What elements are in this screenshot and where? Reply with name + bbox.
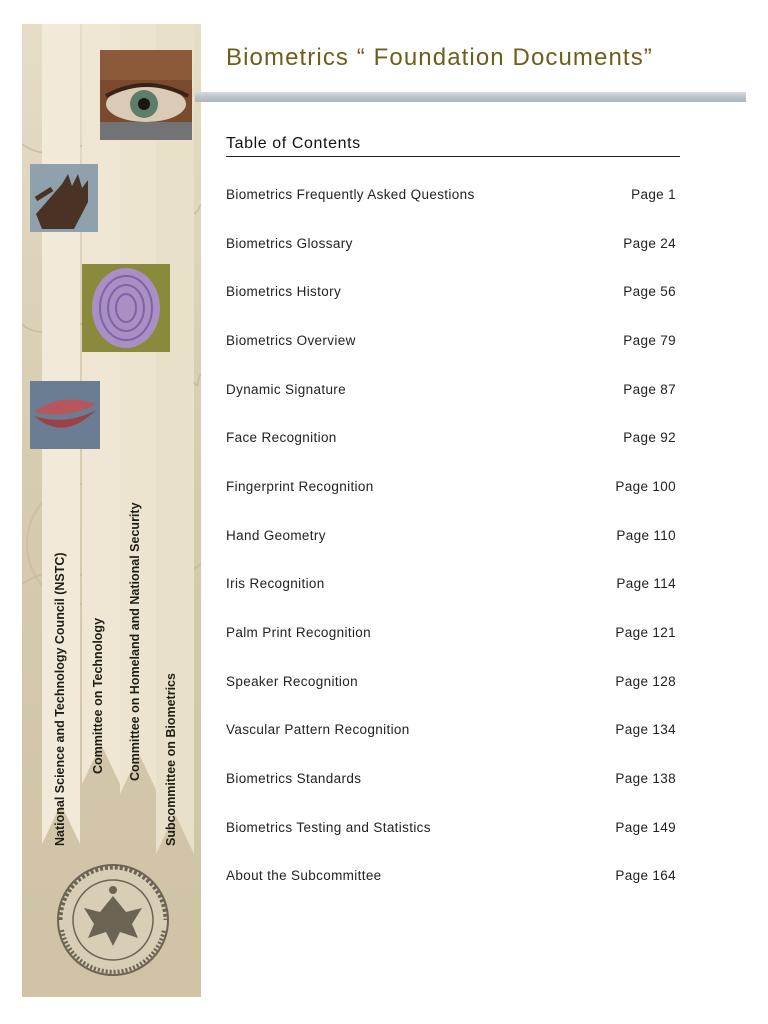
toc-item (226, 560, 676, 609)
toc-item (226, 365, 676, 414)
toc-item-title: Biometrics History (226, 284, 342, 300)
toc-item (226, 316, 676, 365)
toc-item-title: Biometrics Standards (226, 771, 362, 787)
sidebar-banner (22, 24, 201, 997)
toc-item (226, 170, 676, 219)
toc-heading: Table of Contents (226, 135, 680, 157)
fingerprint-image (82, 264, 170, 352)
toc-item-page: Page 138 (615, 771, 676, 787)
committee-homeland-label: Committee on Homeland and National Security (128, 502, 142, 781)
toc-item-page: Page 121 (615, 625, 676, 641)
eye-image (100, 50, 192, 140)
toc-item (226, 462, 676, 511)
toc-item-page: Page 128 (615, 673, 676, 689)
sidebar-artwork (22, 24, 201, 997)
toc-item-page: Page 114 (616, 576, 676, 592)
toc-item-page: Page 24 (623, 235, 676, 251)
toc-item-page: Page 100 (615, 478, 676, 494)
toc-item-title: Dynamic Signature (226, 381, 347, 397)
toc-item-title: About the Subcommittee (226, 868, 382, 884)
toc-item-title: Vascular Pattern Recognition (226, 722, 410, 738)
toc-item-page: Page 92 (623, 430, 676, 446)
subcommittee-label: Subcommittee on Biometrics (164, 673, 178, 846)
presidential-seal-icon (58, 865, 168, 975)
toc-item-title: Biometrics Testing and Statistics (226, 819, 431, 835)
toc-item (226, 608, 676, 657)
toc-item-page: Page 110 (616, 527, 676, 543)
toc-item (226, 852, 676, 901)
page-title: Biometrics “ Foundation Documents” (226, 44, 653, 71)
toc-item-title: Hand Geometry (226, 527, 326, 543)
toc-item-title: Biometrics Glossary (226, 235, 353, 251)
toc-item-page: Page 56 (623, 284, 676, 300)
hand-image (30, 164, 98, 232)
toc-item-title: Iris Recognition (226, 576, 325, 592)
committee-technology-label: Committee on Technology (91, 617, 105, 774)
toc-item-page: Page 87 (623, 381, 676, 397)
toc-item-page: Page 79 (623, 332, 676, 348)
toc-item-page: Page 134 (615, 722, 676, 738)
toc-item (226, 706, 676, 755)
toc-item-title: Palm Print Recognition (226, 625, 372, 641)
toc-item-page: Page 164 (615, 868, 676, 884)
toc-item (226, 511, 676, 560)
lips-image (30, 381, 100, 449)
toc-item-title: Biometrics Overview (226, 332, 356, 348)
toc-item-page: Page 149 (615, 819, 676, 835)
toc-item-title: Fingerprint Recognition (226, 478, 374, 494)
toc-item (226, 219, 676, 268)
toc-item (226, 413, 676, 462)
toc-list (226, 170, 676, 900)
toc-item (226, 267, 676, 316)
toc-item-title: Face Recognition (226, 430, 337, 446)
toc-item-page: Page 1 (631, 186, 676, 202)
org-label: National Science and Technology Council (NSTC) (53, 552, 67, 846)
toc-item (226, 754, 676, 803)
toc-item (226, 657, 676, 706)
toc-item-title: Speaker Recognition (226, 673, 358, 689)
header-divider-bar (195, 92, 746, 102)
toc-item (226, 803, 676, 852)
toc-item-title: Biometrics Frequently Asked Questions (226, 186, 475, 202)
